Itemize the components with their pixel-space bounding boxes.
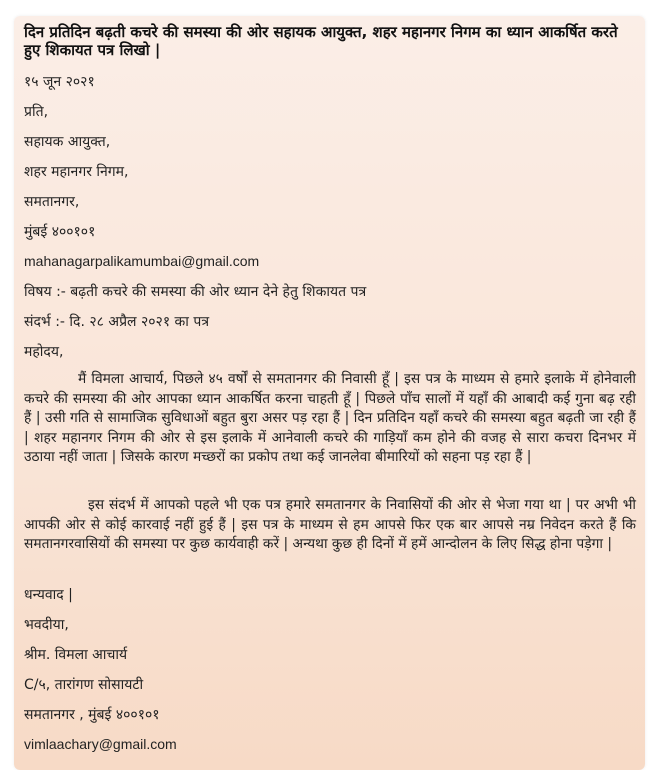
letter-reference: संदर्भ :- दि. २८ अप्रैल २०२१ का पत्र bbox=[24, 314, 210, 330]
letter-to: प्रति, bbox=[24, 104, 49, 120]
letter-paragraph-2 bbox=[24, 496, 636, 555]
letter-date: १५ जून २०२१ bbox=[24, 74, 95, 90]
recipient-email: mahanagarpalikamumbai@gmail.com bbox=[24, 253, 260, 269]
sender-city: समतानगर , मुंबई ४००१०१ bbox=[24, 707, 160, 723]
sender-name: श्रीम. विमला आचार्य bbox=[24, 647, 128, 663]
page-title: दिन प्रतिदिन बढ़ती कचरे की समस्या की ओर सहायक आयुक्त, शहर महानगर निगम का ध्यान आकर्षित करते हुए शिकायत पत्र लिखो | bbox=[24, 23, 618, 59]
letter-salutation: महोदय, bbox=[24, 344, 64, 360]
recipient-title: सहायक आयुक्त, bbox=[24, 134, 111, 150]
sender-address: C/५, तारांगण सोसायटी bbox=[24, 677, 144, 693]
sender-email: vimlaachary@gmail.com bbox=[24, 736, 177, 752]
letter-paragraph-1 bbox=[24, 370, 636, 468]
recipient-city: मुंबई ४००१०१ bbox=[24, 224, 96, 240]
recipient-area: समतानगर, bbox=[24, 194, 80, 210]
letter-subject: विषय :- बढ़ती कचरे की समस्या की ओर ध्यान देने हेतु शिकायत पत्र bbox=[24, 284, 367, 300]
recipient-org: शहर महानगर निगम, bbox=[24, 164, 129, 180]
paragraph-2-text: इस संदर्भ में आपको पहले भी एक पत्र हमारे समतानगर के निवासियों की ओर से भेजा गया था | पर अभी भी आपकी ओर से कोई कारवाई नहीं हुई हैं | इस पत्र के माध्यम से हम आपसे फिर एक बार आपसे नम्र निवेदन करते हैं कि समतानगरवासियों की समस्या पर कुछ कार्यवाही करें | अन्यथा कुछ ही दिनों में हमें आन्दोलन के लिए सिद्ध होना पड़ेगा | bbox=[24, 497, 636, 552]
letter-closing: भवदीया, bbox=[24, 617, 69, 633]
letter-thanks: धन्यवाद | bbox=[24, 587, 73, 603]
paragraph-1-text: मैं विमला आचार्य, पिछले ४५ वर्षों से समतानगर की निवासी हूँ | इस पत्र के माध्यम से हमारे इलाके में होनेवाली कचरे की समस्या की ओर आपका ध्यान आकर्षित करना चाहती हूँ | पिछले पाँच सालों में यहाँ की आबादी कई गुना बढ़ रही हैं | उसी गति से सामाजिक सुविधाओं बहुत बुरा असर पड़ रहा हैं | दिन प्रतिदिन यहाँ कचरे की समस्या बहुत बढ़ती जा रही हैं | शहर महानगर निगम की ओर से इस इलाके में आनेवाली कचरे की गाड़ियाँ कम होने की वजह से सारा कचरा दिनभर में उठाया नहीं जाता | जिसके कारण मच्छरों का प्रकोप तथा कई जानलेवा बीमारियों को सहना पड़ रहा हैं | bbox=[24, 371, 636, 465]
